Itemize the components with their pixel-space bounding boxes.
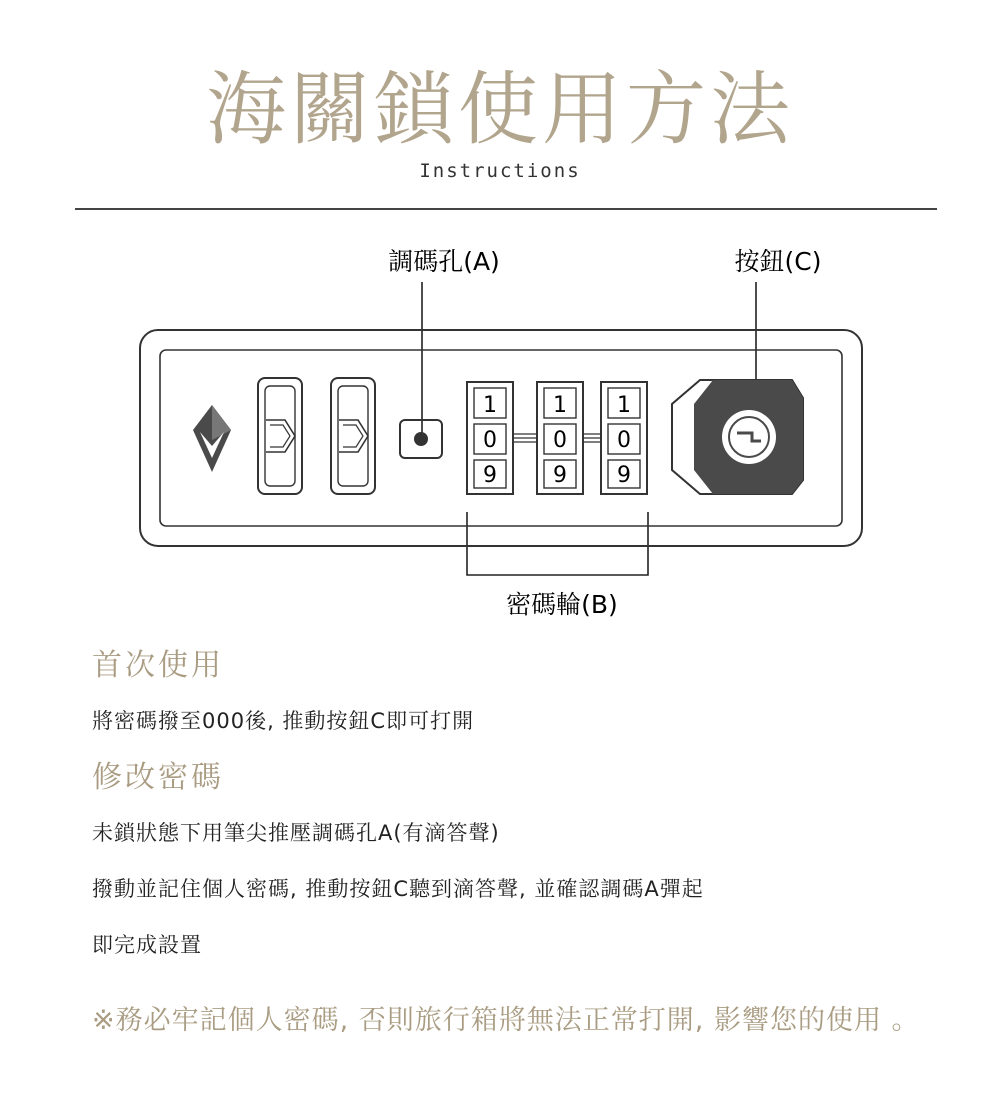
wheel-3-mid-digit: 0 <box>617 428 631 453</box>
page-subtitle: Instructions <box>419 160 581 182</box>
slider-1[interactable] <box>258 378 302 494</box>
wheel-1-bottom-digit: 9 <box>483 463 497 488</box>
change-code-line-3: 即完成設置 <box>92 933 202 957</box>
lock-diagram <box>0 230 1000 630</box>
warning-note: ※務必牢記個人密碼, 否則旅行箱將無法正常打開, 影響您的使用 。 <box>92 1005 920 1036</box>
adjust-hole-a[interactable] <box>400 420 442 458</box>
header-divider <box>75 208 937 210</box>
wheel-2-top-digit: 1 <box>553 393 567 418</box>
wheel-3-top-digit: 1 <box>617 393 631 418</box>
wheel-3-bottom-digit: 9 <box>617 463 631 488</box>
wheel-1-mid-digit: 0 <box>483 428 497 453</box>
change-code-line-2: 撥動並記住個人密碼, 推動按鈕C聽到滴答聲, 並確認調碼A彈起 <box>92 877 704 901</box>
bracket-b <box>467 512 648 575</box>
code-wheel-3[interactable] <box>601 382 647 494</box>
wheel-1-top-digit: 1 <box>483 393 497 418</box>
code-wheel-2[interactable] <box>537 382 583 494</box>
first-use-line-1: 將密碼撥至000後, 推動按鈕C即可打開 <box>92 709 475 733</box>
page-title: 海關鎖使用方法 <box>206 63 794 156</box>
section-heading-change-code: 修改密碼 <box>92 760 224 795</box>
slider-2[interactable] <box>331 378 375 494</box>
lock-button-c[interactable] <box>672 380 803 494</box>
code-wheel-1[interactable] <box>467 382 513 494</box>
wheel-2-bottom-digit: 9 <box>553 463 567 488</box>
label-adjust-hole: 調碼孔(A) <box>388 247 500 276</box>
wheel-2-mid-digit: 0 <box>553 428 567 453</box>
label-button: 按鈕(C) <box>734 247 822 276</box>
brand-diamond-icon <box>193 405 231 472</box>
label-code-wheels: 密碼輪(B) <box>506 590 618 619</box>
change-code-line-1: 未鎖狀態下用筆尖推壓調碼孔A(有滴答聲) <box>92 821 500 845</box>
section-heading-first-use: 首次使用 <box>92 648 224 683</box>
